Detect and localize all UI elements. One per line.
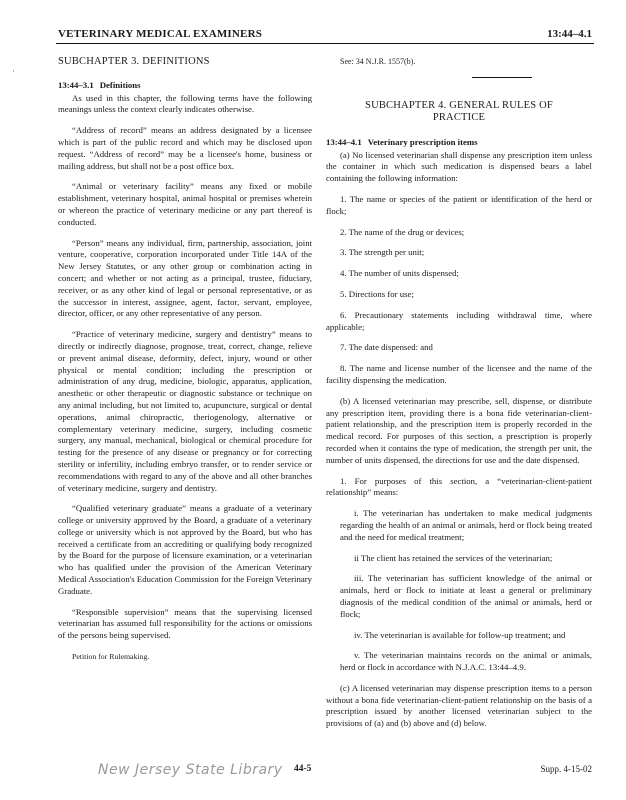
paragraph-a: (a) No licensed veterinarian shall dispense any prescription item unless the container in which such medication is dispensed bears a label containing the following information: <box>326 149 592 184</box>
definition-paragraph: “Responsible supervision” means that the supervising licensed veterinarian has assumed full responsibility for the actions or omissions of the persons being supervised. <box>58 606 312 641</box>
library-stamp: New Jersey State Library <box>98 762 283 778</box>
subchapter-3-heading: SUBCHAPTER 3. DEFINITIONS <box>58 56 210 67</box>
relationship-item: ii The client has retained the services of the veterinarian; <box>354 552 553 563</box>
definition-paragraph: “Address of record” means an address designated by a licensee which is part of the public record and which may be disclosed upon request. “Address of record” may be a licensee's home, business or mailing address, but shall not be a post office box. <box>58 125 312 171</box>
label-item: 4. The number of units dispensed; <box>340 268 459 279</box>
relationship-item: i. The veterinarian has undertaken to make medical judgments regarding the health of an animal or animals, herd or flock being treated and the need for medical treatment; <box>340 508 592 542</box>
label-item: 7. The date dispensed: and <box>340 342 433 353</box>
page-number: 44-5 <box>294 764 312 774</box>
subchapter-4-line1: SUBCHAPTER 4. GENERAL RULES OF <box>365 99 553 111</box>
left-column <box>58 56 312 672</box>
label-item: 3. The strength per unit; <box>340 247 425 258</box>
label-item: 6. Precautionary statements including withdrawal time, where applicable; <box>326 309 592 332</box>
relationship-item: iii. The veterinarian has sufficient knowledge of the animal or animals, herd or flock to initiate at least a general or preliminary diagnosis of the medical condition of the animal or animals, herd or flock; <box>340 573 592 619</box>
see-note: See: 34 N.J.R. 1557(b). <box>340 57 416 66</box>
subchapter-4-heading <box>326 100 592 125</box>
section-4-1-heading <box>326 137 592 149</box>
label-item: 5. Directions for use; <box>340 288 414 299</box>
label-item: 2. The name of the drug or devices; <box>340 226 465 237</box>
label-item: 8. The name and license number of the licensee and the name of the facility dispensing the medication. <box>326 363 592 385</box>
supplement-date: Supp. 4-15-02 <box>540 764 592 774</box>
section-number: 13:44–4.1 <box>326 136 362 147</box>
relationship-item: iv. The veterinarian is available for follow-up treatment; and <box>354 629 566 640</box>
running-header-section: 13:44–4.1 <box>547 28 592 40</box>
section-divider-rule <box>472 77 532 78</box>
paragraph-b1: 1. For purposes of this section, a “veterinarian-client-patient relationship” means: <box>326 475 592 498</box>
definition-paragraph: “Person” means any individual, firm, partnership, association, joint venture, cooperative, corporation incorporated under Title 14A of the New Jersey Statutes, or any other group or combination acting in concert; and whether or not acting as a principal, trustee, fiduciary, receiver, or as any other kind of legal or personal representative, or as the successor in interest, assignee, agent, factor, servant, employee, director, officer, or any other representative of any person. <box>58 237 312 319</box>
header-rule <box>56 43 594 44</box>
stray-mark: · <box>12 66 15 76</box>
section-title: Veterinary prescription items <box>367 136 478 147</box>
paragraph-c: (c) A licensed veterinarian may dispense prescription items to a person without a bona fide veterinarian-client-patient relationship on the basis of a prescription issued by another licensed veterinarian subject to the provisions of (a) and (b) above and (d) below. <box>326 682 592 729</box>
paragraph-b: (b) A licensed veterinarian may prescribe, sell, dispense, or distribute any prescription item, providing there is a bona fide veterinarian-client-patient relationship, and the prescription item is properly recorded in the medical record. For purposes of this section, a prescription is properly recorded when it contains the type of medication, the strength per unit, the number of units dispensed, the directions for use and the date dispensed. <box>326 395 592 465</box>
section-title: Definitions <box>99 79 141 90</box>
definition-paragraph: “Practice of veterinary medicine, surgery and dentistry” means to directly or indirectly diagnose, prognose, treat, correct, change, relieve or prevent animal disease, deformity, defect, injury, wound or other physical or mental condition; including the prescription or administration of any drug, medicine, biologic, apparatus, application, anesthetic or other therapeutic or diagnostic substance or technique on any animal including, but not limited to, acupuncture, surgical or dental operations, animal chiropractic, theriogenology, alternative or complementary veterinary medicine, surgery, including cosmetic surgery, any manual, mechanical, biological or chemical procedure for testing for the presence of any disease or pregnancy or for correcting sterility or infertility, including embryo transfer, or to render service or recommendations with regard to any of the above and all other branches of veterinary medicine, surgery and dentistry. <box>58 329 312 493</box>
relationship-item: v. The veterinarian maintains records on the animal or animals, herd or flock in accordance with N.J.A.C. 13:44–4.9. <box>340 650 592 673</box>
subchapter-4-line2: PRACTICE <box>432 112 486 124</box>
definition-paragraph: As used in this chapter, the following terms have the following meanings unless the context clearly indicates otherwise. <box>58 92 312 115</box>
definition-paragraph: “Qualified veterinary graduate” means a graduate of a veterinary college or university approved by the Board, a graduate of a veterinary college or university which is not approved by the Board, but who has received a certificate from an accrediting or qualifying body recognized by the Board for the purpose of licensure examination, or a veterinarian who has qualified under the provision of the American Veterinary Medical Association's Education Commission for the Foreign Veterinary Graduate. <box>58 503 312 596</box>
definition-paragraph: “Animal or veterinary facility” means any fixed or mobile establishment, veterinary hospital, animal hospital or premises wherein or whereon the practice of veterinary medicine or any part thereof is conducted. <box>58 181 312 227</box>
section-3-1-heading <box>58 80 312 92</box>
label-item: 1. The name or species of the patient or identification of the herd or flock; <box>326 193 592 216</box>
section-number: 13:44–3.1 <box>58 79 94 90</box>
right-column <box>326 56 592 739</box>
petition-note: Petition for Rulemaking. <box>72 652 150 662</box>
running-header-title: VETERINARY MEDICAL EXAMINERS <box>58 28 263 40</box>
